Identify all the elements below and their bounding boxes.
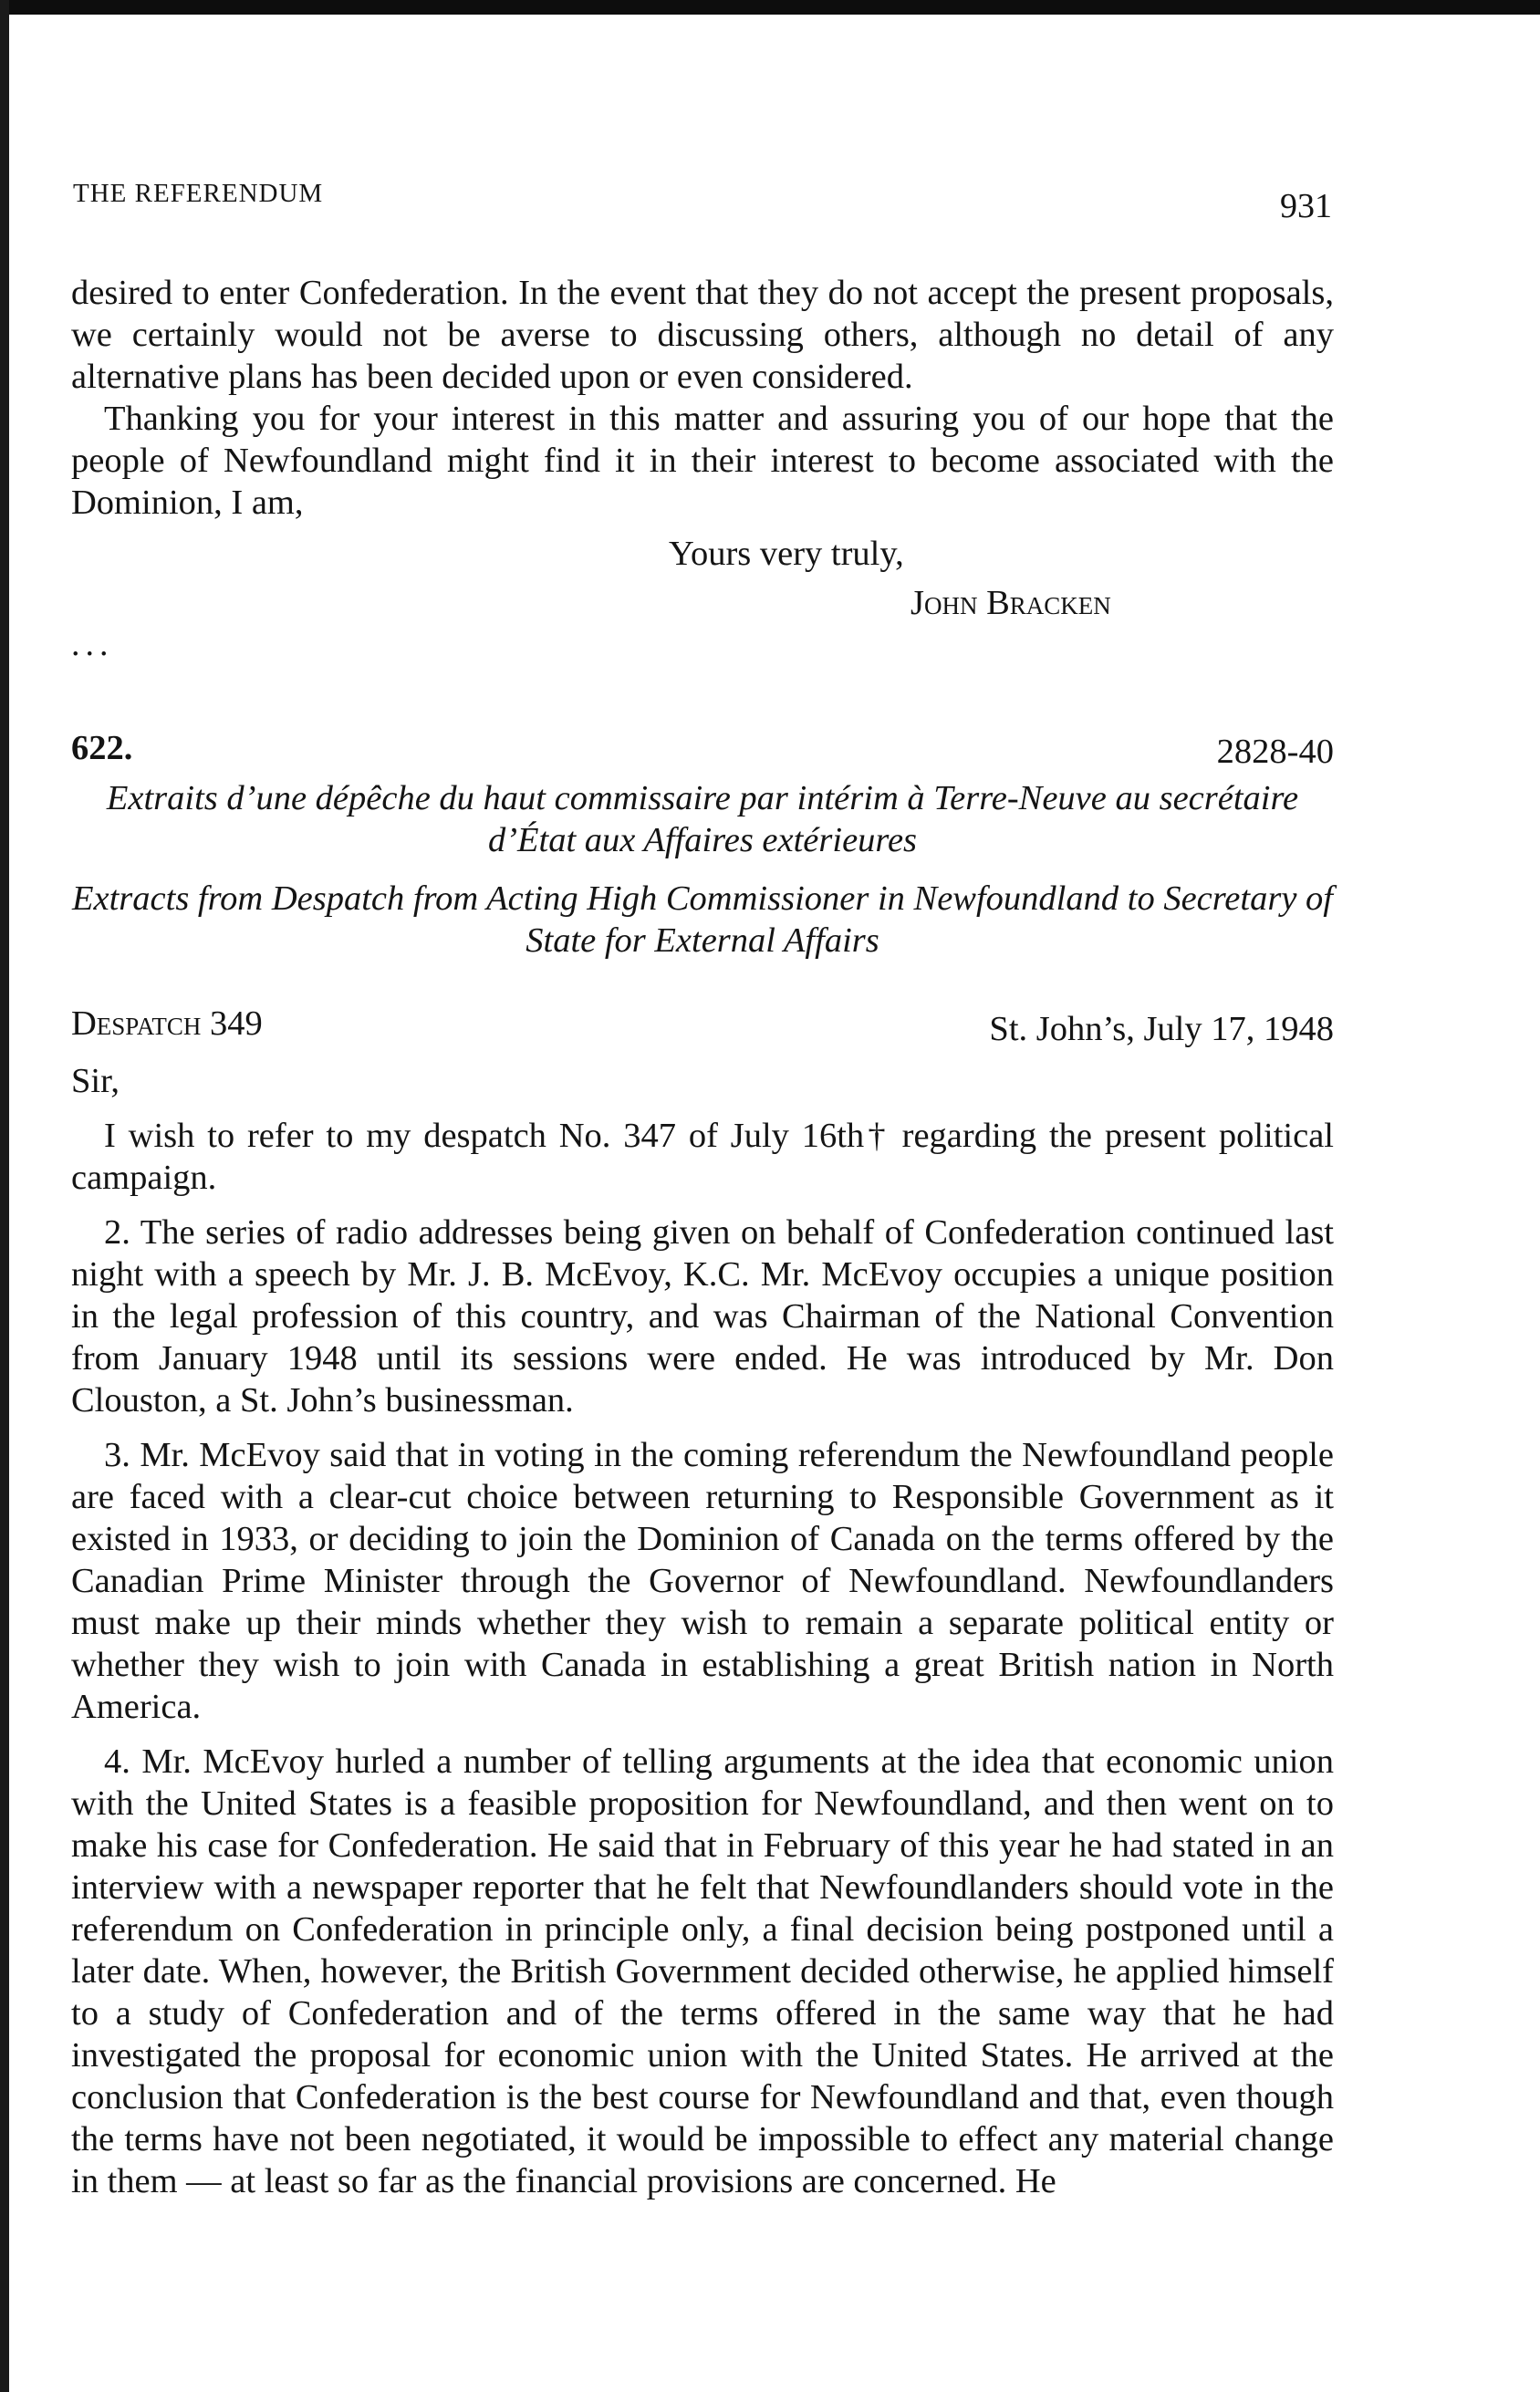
thanks-paragraph: Thanking you for your interest in this matter and assuring you of our hope that the people of Newfoundland might find it in their interest to become associated with the Dominion, I am, (71, 400, 1334, 522)
running-head: THE REFERENDUM (73, 179, 324, 208)
body-paragraph-3 (71, 1434, 1334, 1728)
paragraph-number: 2. (104, 1213, 130, 1252)
scan-edge-left (0, 0, 9, 2392)
despatch-label: Despatch 349 (71, 1004, 263, 1043)
scan-edge-top (0, 0, 1540, 15)
omission-ellipsis: ... (71, 625, 114, 663)
body-paragraph-1 (71, 1115, 1334, 1199)
paragraph-text: Mr. McEvoy said that in voting in the coming referendum the Newfoundland people are faced with a clear-cut choice between returning to Responsible Government as it existed in 1933, or deciding to join the Dominion of Canada on the terms offered by the Canadian Prime Minister through the Governor of Newfoundland. Newfoundlanders must make up their minds whether they wish to remain a separate political entity or whether they wish to join with Canada in establishing a great British nation in North America. (71, 1436, 1335, 1726)
page-content (71, 272, 1334, 2202)
body-paragraph-2 (71, 1212, 1334, 1421)
dateline (71, 1004, 1334, 1049)
paragraph-number: 4. (104, 1742, 130, 1781)
document-number: 622. (71, 729, 133, 767)
salutation: Sir, (71, 1062, 120, 1100)
body-paragraph-4 (71, 1741, 1334, 2202)
letter-signature: John Bracken (910, 584, 1111, 622)
document-title-french: Extraits d’une dépêche du haut commissaire par intérim à Terre-Neuve au secrétaire d’État aux Affaires extérieures (106, 779, 1299, 859)
paragraph-text: Mr. McEvoy hurled a number of telling arguments at the idea that economic union with the United States is a feasible proposition for Newfoundland, and then went on to make his case for Confederation. He said that in February of this year he had stated in an interview with a newspaper reporter that he felt that Newfoundlanders should vote in the referendum on Confederation in principle only, a final decision being postponed until a later date. When, however, the British Government decided otherwise, he applied himself to a study of Confederation and of the terms offered in the same way that he had investigated the proposal for economic union with the United States. He arrived at the conclusion that Confederation is the best course for Newfoundland and that, even though the terms have not been negotiated, it would be impossible to effect any material change in them — at least so far as the financial provisions are concerned. He (71, 1742, 1334, 2200)
document-title-english: Extracts from Despatch from Acting High Commissioner in Newfoundland to Secretary of State for External Affairs (72, 879, 1333, 960)
paragraph-text: I wish to refer to my despatch No. 347 of July 16th† regarding the present political campaign. (71, 1117, 1334, 1197)
letter-closing: Yours very truly, (669, 535, 904, 573)
page-header (73, 179, 1332, 224)
paragraph-number: 3. (104, 1436, 130, 1474)
page-number: 931 (1280, 187, 1332, 225)
paragraph-text: The series of radio addresses being given on behalf of Confederation continued last night with a speech by Mr. J. B. McEvoy, K.C. Mr. McEvoy occupies a unique position in the legal profession of this country, and was Chairman of the National Convention from January 1948 until its sessions were ended. He was introduced by Mr. Don Clouston, a St. John’s businessman. (71, 1213, 1334, 1420)
file-reference: 2828-40 (1216, 733, 1334, 771)
document-heading (71, 728, 1334, 774)
continued-paragraph: desired to enter Confederation. In the event that they do not accept the present proposals, we certainly would not be averse to discussing others, although no detail of any alternative plans has been decided upon or even considered. (71, 274, 1334, 396)
place-and-date: St. John’s, July 17, 1948 (989, 1010, 1334, 1048)
